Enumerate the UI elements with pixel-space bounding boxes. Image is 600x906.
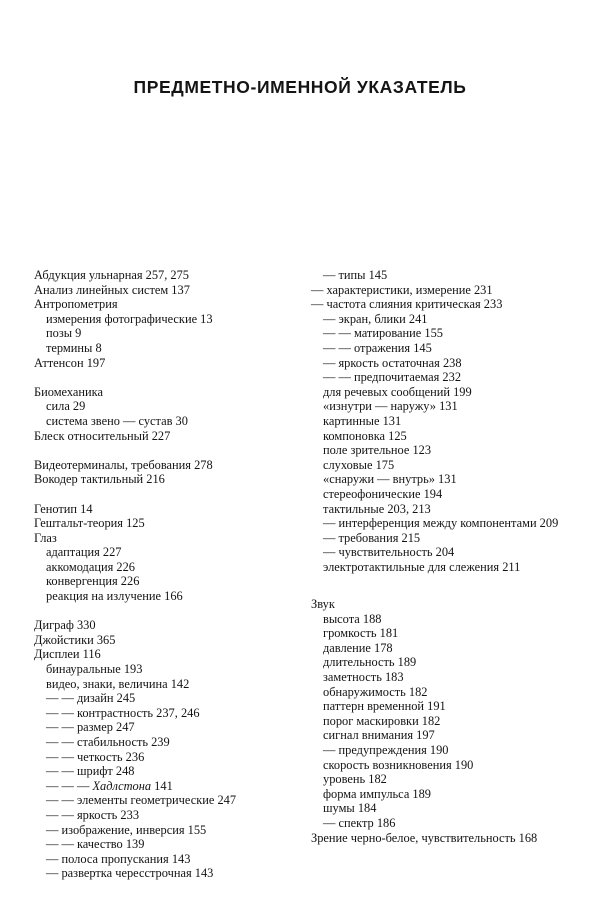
index-entry: Звук bbox=[311, 597, 335, 612]
index-subentry: — экран, блики 241 bbox=[323, 311, 428, 326]
index-subentry: — частота слияния критическая 233 bbox=[311, 297, 503, 312]
index-subentry: порог маскировки 182 bbox=[323, 713, 441, 728]
index-entry: Антропометрия bbox=[34, 297, 118, 312]
index-subentry: — — размер 247 bbox=[46, 720, 135, 735]
index-subentry: измерения фотографические 13 bbox=[46, 311, 213, 326]
index-subentry: реакция на излучение 166 bbox=[46, 589, 183, 604]
index-subentry: аккомодация 226 bbox=[46, 559, 135, 574]
index-subentry: — — качество 139 bbox=[46, 837, 145, 852]
index-subentry: конвергенция 226 bbox=[46, 574, 140, 589]
index-subentry: для речевых сообщений 199 bbox=[323, 384, 472, 399]
index-subentry: обнаружимость 182 bbox=[323, 684, 428, 699]
index-subentry: позы 9 bbox=[46, 326, 82, 341]
index-subentry: — — шрифт 248 bbox=[46, 764, 135, 779]
index-entry: Видеотерминалы, требования 278 bbox=[34, 457, 213, 472]
index-subentry: «снаружи — внутрь» 131 bbox=[323, 472, 457, 487]
index-subentry: форма импульса 189 bbox=[323, 786, 432, 801]
page-title: ПРЕДМЕТНО-ИМЕННОЙ УКАЗАТЕЛЬ bbox=[133, 77, 467, 97]
index-subentry: давление 178 bbox=[323, 640, 393, 655]
index-subentry: видео, знаки, величина 142 bbox=[46, 676, 190, 691]
index-subentry: — типы 145 bbox=[323, 268, 388, 282]
index-entry: Аттенсон 197 bbox=[34, 355, 106, 370]
index-column-right bbox=[311, 268, 564, 845]
index-subentry: картинные 131 bbox=[323, 413, 402, 428]
index-subentry: — чувствительность 204 bbox=[323, 545, 455, 560]
index-subentry: тактильные 203, 213 bbox=[323, 501, 431, 516]
index-subentry: шумы 184 bbox=[323, 801, 377, 816]
index-subentry: — — стабильность 239 bbox=[46, 735, 170, 749]
index-column-left bbox=[34, 268, 296, 881]
index-subentry: — — — Хадлстона 141 bbox=[46, 778, 173, 793]
index-subentry: термины 8 bbox=[46, 340, 102, 355]
index-subentry: — развертка чересстрочная 143 bbox=[46, 866, 214, 881]
index-subentry: — предупреждения 190 bbox=[323, 743, 449, 757]
index-subentry: — полоса пропускания 143 bbox=[46, 851, 191, 866]
index-subentry: паттерн временной 191 bbox=[323, 699, 446, 714]
index-subentry: поле зрительное 123 bbox=[323, 443, 432, 458]
index-entry: Вокодер тактильный 216 bbox=[34, 472, 165, 487]
index-entry: Абдукция ульнарная 257, 275 bbox=[34, 268, 189, 282]
index-subentry: бинауральные 193 bbox=[46, 662, 143, 677]
index-subentry: адаптация 227 bbox=[46, 545, 122, 560]
index-subentry: — — матирование 155 bbox=[323, 326, 443, 341]
index-entry: Генотип 14 bbox=[34, 501, 93, 516]
index-subentry: — — контрастность 237, 246 bbox=[46, 705, 200, 720]
index-subentry: высота 188 bbox=[323, 611, 382, 626]
index-subentry: — яркость остаточная 238 bbox=[323, 355, 462, 370]
index-subentry: — изображение, инверсия 155 bbox=[46, 822, 207, 837]
index-subentry: электротактильные для слежения 211 bbox=[323, 559, 521, 574]
index-subentry: система звено — сустав 30 bbox=[46, 413, 188, 428]
index-entry: Джойстики 365 bbox=[34, 632, 116, 647]
index-entry: Диграф 330 bbox=[34, 618, 96, 633]
index-entry: Глаз bbox=[34, 530, 57, 545]
index-entry: Анализ линейных систем 137 bbox=[34, 282, 190, 297]
index-entry: Блеск относительный 227 bbox=[34, 428, 171, 443]
index-subentry: — — дизайн 245 bbox=[46, 691, 136, 706]
index-subentry: «изнутри — наружу» 131 bbox=[323, 399, 458, 414]
index-subentry: — — отражения 145 bbox=[323, 340, 432, 355]
index-subentry: громкость 181 bbox=[323, 626, 399, 641]
index-subentry: — требования 215 bbox=[323, 530, 421, 545]
index-subentry: — — яркость 233 bbox=[46, 807, 140, 822]
index-subentry: заметность 183 bbox=[323, 670, 404, 685]
index-entry: Биомеханика bbox=[34, 384, 104, 399]
index-subentry: длительность 189 bbox=[323, 655, 417, 670]
index-entry: Дисплеи 116 bbox=[34, 647, 101, 662]
index-entry: Зрение черно-белое, чувствительность 168 bbox=[311, 830, 538, 845]
index-subentry: скорость возникновения 190 bbox=[323, 757, 474, 772]
index-subentry: стереофонические 194 bbox=[323, 486, 443, 501]
index-subentry: — характеристики, измерение 231 bbox=[311, 282, 493, 297]
index-subentry: компоновка 125 bbox=[323, 428, 407, 443]
index-entry: Гештальт-теория 125 bbox=[34, 516, 145, 531]
index-subentry: — — предпочитаемая 232 bbox=[323, 370, 462, 385]
index-subentry: — спектр 186 bbox=[323, 815, 396, 830]
index-subentry: сигнал внимания 197 bbox=[323, 728, 435, 743]
index-subentry: — — элементы геометрические 247 bbox=[46, 793, 237, 808]
index-subentry: слуховые 175 bbox=[323, 457, 395, 472]
index-subentry: сила 29 bbox=[46, 399, 86, 414]
index-subentry: — интерференция между компонентами 209 bbox=[323, 516, 559, 531]
index-subentry: — — четкость 236 bbox=[46, 749, 145, 764]
index-subentry: уровень 182 bbox=[323, 772, 387, 787]
